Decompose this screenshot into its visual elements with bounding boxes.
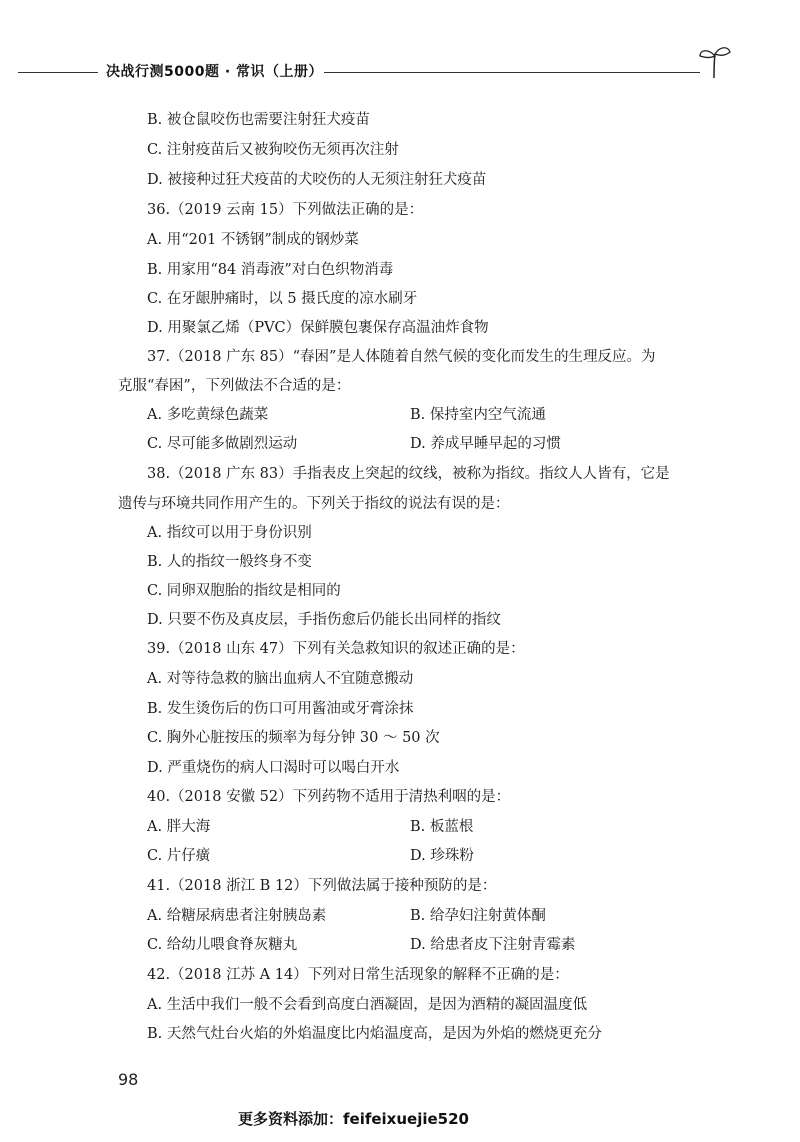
option: D. 严重烧伤的病人口渴时可以喝白开水 xyxy=(147,760,400,776)
header-rule-right xyxy=(324,72,700,73)
sprout-icon xyxy=(694,44,734,82)
text-line: C. 注射疫苗后又被狗咬伤无须再次注射 xyxy=(147,142,399,158)
running-header xyxy=(18,58,718,86)
option: B. 天然气灶台火焰的外焰温度比内焰温度高，是因为外焰的燃烧更充分 xyxy=(147,1026,602,1042)
option: A. 生活中我们一般不会看到高度白酒凝固，是因为酒精的凝固温度低 xyxy=(147,997,588,1013)
option: B. 发生烫伤后的伤口可用酱油或牙膏涂抹 xyxy=(147,701,414,717)
option: C. 片仔癀 xyxy=(147,848,211,864)
option: A. 对等待急救的脑出血病人不宜随意搬动 xyxy=(147,671,414,687)
option: A. 胖大海 xyxy=(147,819,211,835)
question-heading: 40.（2018 安徽 52）下列药物不适用于清热利咽的是： xyxy=(147,789,511,805)
question-heading: 41.（2018 浙江 B 12）下列做法属于接种预防的是： xyxy=(147,878,497,894)
book-title: 决战行测5000题 · 常识（上册） xyxy=(106,64,324,80)
question-heading: 36.（2019 云南 15）下列做法正确的是： xyxy=(147,202,424,218)
text-line: B. 用家用“84 消毒液”对白色织物消毒 xyxy=(147,262,394,278)
option: C. 尽可能多做剧烈运动 xyxy=(147,436,298,452)
text-line: D. 被接种过狂犬疫苗的犬咬伤的人无须注射狂犬疫苗 xyxy=(147,172,487,188)
option: A. 多吃黄绿色蔬菜 xyxy=(147,407,269,423)
option: B. 板蓝根 xyxy=(410,819,474,835)
option: B. 给孕妇注射黄体酮 xyxy=(410,908,546,924)
text-line: B. 被仓鼠咬伤也需要注射狂犬疫苗 xyxy=(147,112,370,128)
option: C. 胸外心脏按压的频率为每分钟 30 ～ 50 次 xyxy=(147,730,440,746)
question-heading: 42.（2018 江苏 A 14）下列对日常生活现象的解释不正确的是： xyxy=(147,967,569,983)
option: D. 只要不伤及真皮层，手指伤愈后仍能长出同样的指纹 xyxy=(147,612,501,628)
text-line: A. 用“201 不锈钢”制成的钢炒菜 xyxy=(147,232,359,248)
option: A. 指纹可以用于身份识别 xyxy=(147,525,312,541)
option: B. 保持室内空气流通 xyxy=(410,407,546,423)
option: D. 养成早睡早起的习惯 xyxy=(410,436,561,452)
option: D. 珍珠粉 xyxy=(410,848,474,864)
page-number: 98 xyxy=(118,1070,139,1089)
text-line: 克服“春困”，下列做法不合适的是： xyxy=(118,378,351,394)
text-line: C. 在牙龈肿痛时，以 5 摄氏度的凉水刷牙 xyxy=(147,291,418,307)
option: B. 人的指纹一般终身不变 xyxy=(147,554,312,570)
text-line: 遗传与环境共同作用产生的。下列关于指纹的说法有误的是： xyxy=(118,496,510,512)
option: A. 给糖尿病患者注射胰岛素 xyxy=(147,908,327,924)
question-heading: 37.（2018 广东 85）“春困”是人体随着自然气候的变化而发生的生理反应。为 xyxy=(147,349,656,365)
text-line: D. 用聚氯乙烯（PVC）保鲜膜包裹保存高温油炸食物 xyxy=(147,320,489,336)
header-rule-left xyxy=(18,72,98,73)
footer-note: 更多资料添加：feifeixuejie520 xyxy=(238,1110,469,1128)
option: D. 给患者皮下注射青霉素 xyxy=(410,937,576,953)
option: C. 给幼儿喂食脊灰糖丸 xyxy=(147,937,298,953)
question-heading: 39.（2018 山东 47）下列有关急救知识的叙述正确的是： xyxy=(147,641,525,657)
question-heading: 38.（2018 广东 83）手指表皮上突起的纹线，被称为指纹。指纹人人皆有，它是 xyxy=(147,466,670,482)
option: C. 同卵双胞胎的指纹是相同的 xyxy=(147,583,341,599)
